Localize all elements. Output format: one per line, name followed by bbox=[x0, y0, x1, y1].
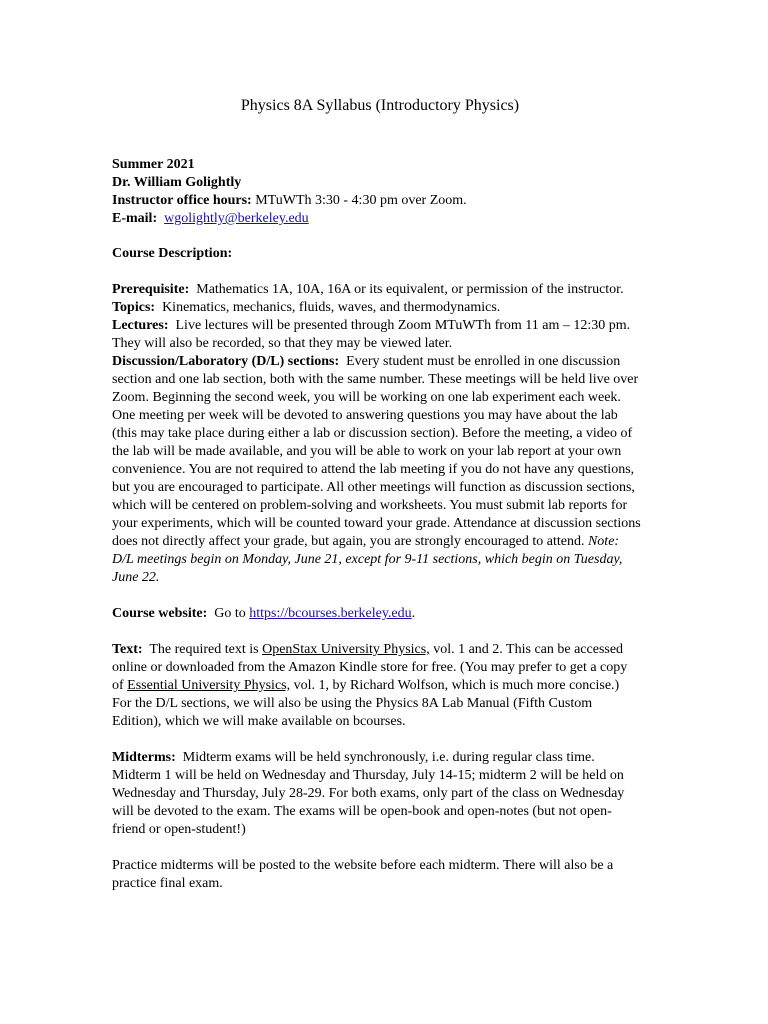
text-label: Text: bbox=[112, 642, 143, 657]
website-prefix: Go to bbox=[214, 606, 246, 621]
office-hours-label: Instructor office hours: bbox=[112, 193, 252, 208]
discussion-text: Every student must be enrolled in one discussion section and one lab section, both with the same number. These meetings will be held live over Zoom. Beginning the second week, you will be working on one lab experiment each week. One meeting per week will be devoted to answering questions you may have about the lab (this may take place during either a lab or discussion section). Before the meeting, a video of the lab will be made available, and you will be able to work on your lab report at your own convenience. You are not required to attend the lab meeting if you do not have any questions, but you are encouraged to participate. All other meetings will function as discussion sections, which will be centered on problem-solving and worksheets. You must submit lab reports for your experiments, which will be counted toward your grade. Attendance at discussion sections does not directly affect your grade, but again, you are strongly encouraged to attend. bbox=[112, 354, 641, 549]
header-info bbox=[112, 156, 642, 228]
prerequisite-label: Prerequisite: bbox=[112, 282, 190, 297]
book-title-essential: Essential University Physics, bbox=[127, 678, 291, 693]
text-part3: vol. 1, by Richard Wolfson, which is much more concise.) For the D/L sections, we will also be using the Physics 8A Lab Manual (Fifth Custom Edition), which we will make available on bcourses. bbox=[112, 678, 620, 729]
lectures-paragraph bbox=[112, 317, 642, 353]
website-label: Course website: bbox=[112, 606, 208, 621]
topics-paragraph bbox=[112, 299, 642, 317]
text-part2: vol. 1 and 2. This can be accessed online or downloaded from the Amazon Kindle store for free. (You may prefer to get a copy of bbox=[112, 642, 628, 693]
midterms-paragraph bbox=[112, 749, 642, 839]
prerequisite-text: Mathematics 1A, 10A, 16A or its equivalent, or permission of the instructor. bbox=[196, 282, 624, 297]
website-paragraph bbox=[112, 605, 642, 623]
practice-paragraph: Practice midterms will be posted to the website before each midterm. There will also be a practice final exam. bbox=[112, 858, 614, 891]
discussion-paragraph bbox=[112, 353, 642, 587]
lectures-text: Live lectures will be presented through Zoom MTuWTh from 11 am – 12:30 pm. They will also be recorded, so that they may be viewed later. bbox=[112, 318, 631, 351]
page-content bbox=[112, 96, 642, 893]
prerequisite-paragraph bbox=[112, 281, 642, 299]
office-hours-value: MTuWTh 3:30 - 4:30 pm over Zoom. bbox=[255, 193, 467, 208]
book-title-openstax: OpenStax University Physics, bbox=[262, 642, 430, 657]
topics-label: Topics: bbox=[112, 300, 156, 315]
course-description-heading: Course Description: bbox=[112, 246, 233, 261]
page-title: Physics 8A Syllabus (Introductory Physics) bbox=[240, 97, 520, 114]
topics-text: Kinematics, mechanics, fluids, waves, and thermodynamics. bbox=[162, 300, 501, 315]
text-paragraph bbox=[112, 641, 642, 731]
term: Summer 2021 bbox=[112, 157, 195, 172]
midterms-text: Midterm exams will be held synchronously, i.e. during regular class time. Midterm 1 will be held on Wednesday and Thursday, July 14-15; midterm 2 will be held on Wednesday and Thursday, July 28-29. For both exams, only part of the class on Wednesday will be devoted to the exam. The exams will be open-book and open-notes (but not open-friend or open-student!) bbox=[112, 750, 625, 837]
discussion-label: Discussion/Laboratory (D/L) sections: bbox=[112, 354, 340, 369]
email-link[interactable]: wgolightly@berkeley.edu bbox=[164, 211, 309, 226]
email-label: E-mail: bbox=[112, 211, 158, 226]
midterms-label: Midterms: bbox=[112, 750, 176, 765]
website-link[interactable]: https://bcourses.berkeley.edu bbox=[249, 606, 412, 621]
text-part1: The required text is bbox=[149, 642, 259, 657]
instructor-name: Dr. William Golightly bbox=[112, 175, 242, 190]
lectures-label: Lectures: bbox=[112, 318, 169, 333]
website-suffix: . bbox=[411, 606, 416, 621]
discussion-note: Note: D/L meetings begin on Monday, June 21, except for 9-11 sections, which begin on Tuesday, June 22. bbox=[112, 534, 623, 585]
